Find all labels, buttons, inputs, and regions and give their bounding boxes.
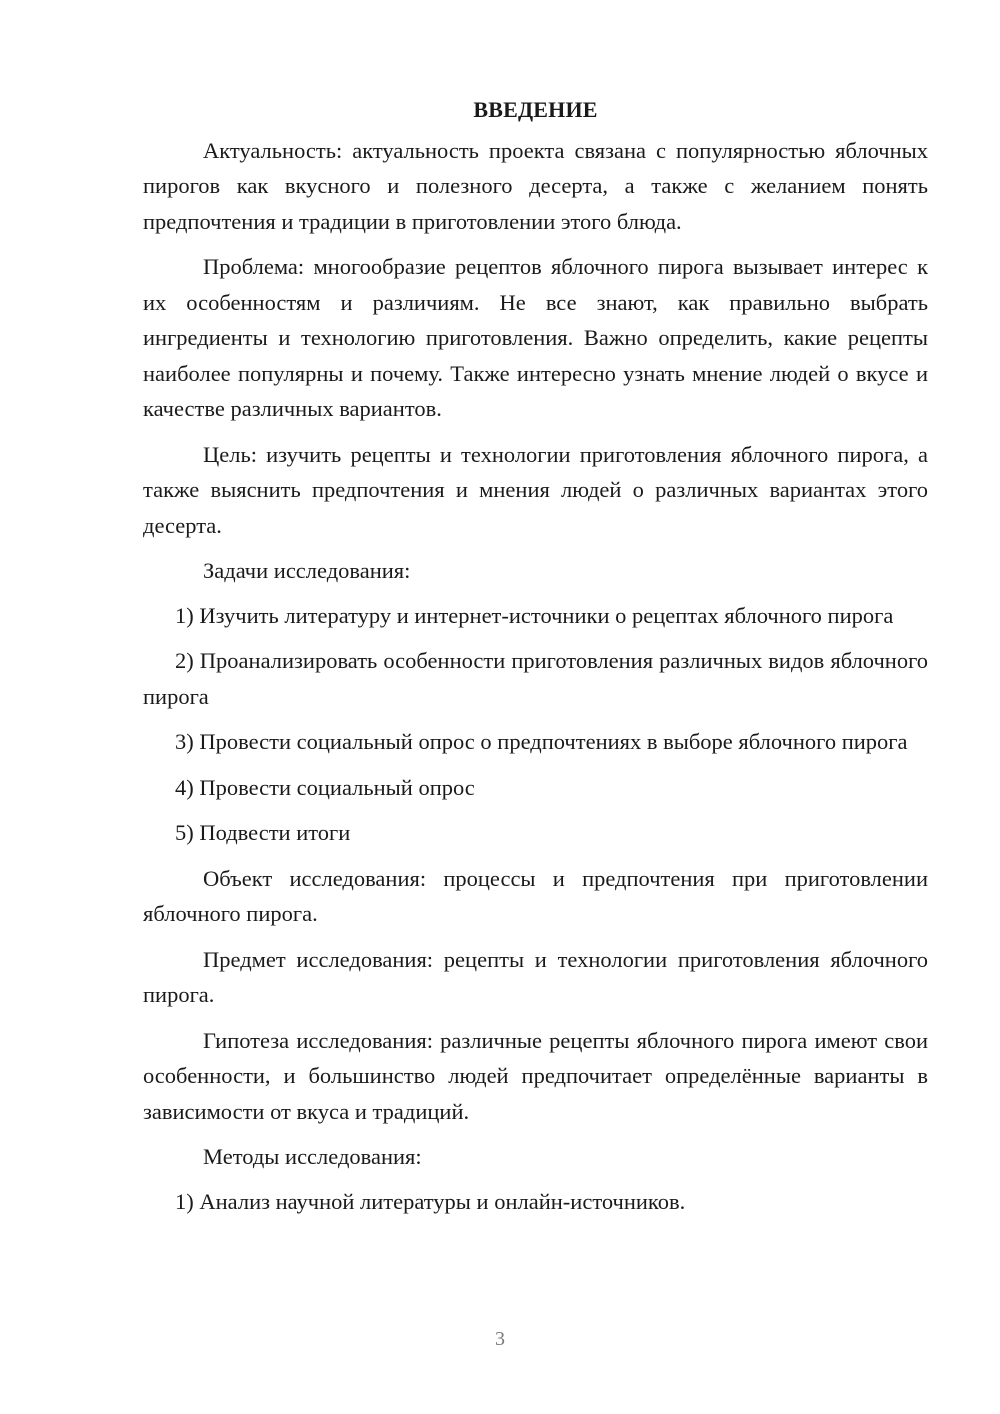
relevance-paragraph: Актуальность: актуальность проекта связана с популярностью яблочных пирогов как вкусного и полезного десерта, а также с желанием понять предпочтения и традиции в приготовлении этого блюда. — [143, 137, 928, 234]
task-item-2: 2) Проанализировать особенности приготовления различных видов яблочного пирога — [143, 648, 928, 709]
methods-heading: Методы исследования: — [203, 1144, 422, 1169]
section-title: ВВЕДЕНИЕ — [473, 97, 598, 122]
subject-paragraph: Предмет исследования: рецепты и технологии приготовления яблочного пирога. — [143, 946, 928, 1007]
task-item-1: 1) Изучить литературу и интернет-источники о рецептах яблочного пирога — [175, 602, 894, 628]
task-item-3: 3) Провести социальный опрос о предпочтениях в выборе яблочного пирога — [175, 729, 908, 754]
goal-paragraph: Цель: изучить рецепты и технологии приготовления яблочного пирога, а также выяснить предпочтения и мнения людей о различных вариантах этого десерта. — [143, 441, 928, 538]
object-paragraph: Объект исследования: процессы и предпочтения при приготовлении яблочного пирога. — [143, 865, 928, 926]
method-item-1: 1) Анализ научной литературы и онлайн-источников. — [175, 1188, 686, 1214]
task-item-4: 4) Провести социальный опрос — [175, 774, 475, 800]
task-item-5: 5) Подвести итоги — [175, 820, 351, 845]
page-number: 3 — [495, 1328, 505, 1350]
tasks-heading: Задачи исследования: — [203, 558, 411, 583]
problem-paragraph: Проблема: многообразие рецептов яблочного пирога вызывает интерес к их особенностям и различиям. Не все знают, как правильно выбрать ингредиенты и технологию приготовления. Важно определить, какие рецепты наиболее популярны и почему. Также интересно узнать мнение людей о вкусе и качестве различных вариантов. — [143, 254, 928, 421]
page-body — [143, 92, 928, 1229]
hypothesis-paragraph: Гипотеза исследования: различные рецепты яблочного пирога имеют свои особенности, и большинство людей предпочитает определённые варианты в зависимости от вкуса и традиций. — [143, 1027, 928, 1124]
